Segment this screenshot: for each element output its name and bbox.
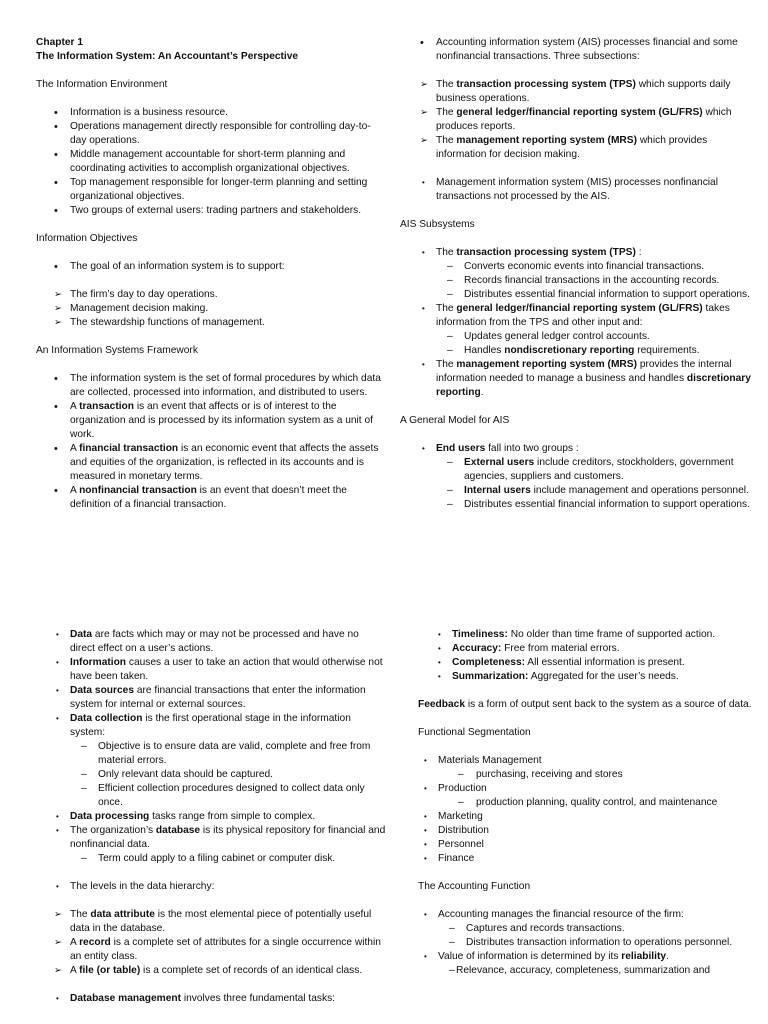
data-list (36, 628, 386, 866)
list-item: • Timeliness: No older than time frame of supported action. (404, 628, 754, 642)
list-item: • Finance (404, 852, 754, 866)
bottom-left-column (36, 628, 386, 1006)
list-item: ➢ The transaction processing system (TPS) which supports daily business operations. (402, 78, 752, 106)
list-item: • Production (404, 782, 754, 796)
list-item: – Distributes essential financial information to support operations. (402, 498, 752, 512)
list-item: • Middle management accountable for short-term planning and coordinating activities to accomplish organizational objectives. (36, 148, 386, 176)
list-item: • The levels in the data hierarchy: (36, 880, 386, 894)
list-item: – Internal users include management and operations personnel. (402, 484, 752, 498)
heading-information-environment: The Information Environment (36, 79, 168, 90)
list-item: – Updates general ledger control accounts. (402, 330, 752, 344)
heading-accounting-function: The Accounting Function (418, 881, 531, 892)
list-item: • The goal of an information system is to support: (36, 260, 386, 274)
list-item: • Two groups of external users: trading partners and stakeholders. (36, 204, 386, 218)
list-item: • Accuracy: Free from material errors. (404, 642, 754, 656)
top-left-column (36, 36, 386, 512)
list-item: • A nonfinancial transaction is an event that doesn’t meet the definition of a financial transaction. (36, 484, 386, 512)
list-item: – production planning, quality control, and maintenance (404, 796, 754, 810)
list-item: ➢ The stewardship functions of management. (36, 316, 386, 330)
heading-ais-subsystems: AIS Subsystems (400, 219, 475, 230)
list-item: – Converts economic events into financial transactions. (402, 260, 752, 274)
hierarchy-list (36, 908, 386, 978)
list-item: – purchasing, receiving and stores (404, 768, 754, 782)
qualities-list (404, 628, 754, 684)
list-item: – Relevance, accuracy, completeness, summarization and (404, 964, 754, 978)
list-item: • The management reporting system (MRS) provides the internal information needed to manage a business and handles discretionary reporting. (402, 358, 752, 400)
list-item: – Term could apply to a filing cabinet or computer disk. (36, 852, 386, 866)
list-item: ➢ The management reporting system (MRS) which provides information for decision making. (402, 134, 752, 162)
list-item: • Management information system (MIS) processes nonfinancial transactions not processed by the AIS. (402, 176, 752, 204)
list-item: – Objective is to ensure data are valid, complete and free from material errors. (36, 740, 386, 768)
heading-framework: An Information Systems Framework (36, 345, 198, 356)
list-item: • The transaction processing system (TPS) : (402, 246, 752, 260)
list-item: ➢ A record is a complete set of attributes for a single occurrence within an entity class. (36, 936, 386, 964)
list-item: • Data sources are financial transactions that enter the information system for internal or external sources. (36, 684, 386, 712)
list-item: • A financial transaction is an economic event that affects the assets and equities of the organization, is reflected in its accounts and is measured in monetary terms. (36, 442, 386, 484)
list-item: • A transaction is an event that affects or is of interest to the organization and is processed by its information system as a unit of work. (36, 400, 386, 442)
list-item: • Accounting information system (AIS) processes financial and some nonfinancial transactions. Three subsections: (402, 36, 752, 64)
list-item: • Marketing (404, 810, 754, 824)
environment-list (36, 106, 386, 218)
list-item: ➢ A file (or table) is a complete set of records of an identical class. (36, 964, 386, 978)
list-item: • Data processing tasks range from simple to complex. (36, 810, 386, 824)
objectives-list (36, 288, 386, 330)
list-item: – Efficient collection procedures designed to collect data only once. (36, 782, 386, 810)
end-users-list (402, 442, 752, 512)
top-right-column (402, 36, 752, 512)
bottom-right-column (404, 628, 754, 978)
list-item: • The organization’s database is its physical repository for financial and nonfinancial data. (36, 824, 386, 852)
list-item: – External users include creditors, stockholders, government agencies, suppliers and customers. (402, 456, 752, 484)
list-item: – Captures and records transactions. (404, 922, 754, 936)
list-item: • Information is a business resource. (36, 106, 386, 120)
list-item: – Records financial transactions in the accounting records. (402, 274, 752, 288)
list-item: • Summarization: Aggregated for the user’s needs. (404, 670, 754, 684)
list-item: ➢ The data attribute is the most elemental piece of potentially useful data in the database. (36, 908, 386, 936)
heading-information-objectives: Information Objectives (36, 233, 138, 244)
list-item: • Data are facts which may or may not be processed and have no direct effect on a user’s actions. (36, 628, 386, 656)
segmentation-list (404, 754, 754, 866)
chapter-title: The Information System: An Accountant’s Perspective (36, 51, 299, 62)
feedback-paragraph: Feedback is a form of output sent back to the system as a source of data. (418, 699, 752, 710)
list-item: • Materials Management (404, 754, 754, 768)
framework-list (36, 372, 386, 512)
list-item: • The general ledger/financial reporting system (GL/FRS) takes information from the TPS and other input and: (402, 302, 752, 330)
list-item: • Personnel (404, 838, 754, 852)
list-item: – Only relevant data should be captured. (36, 768, 386, 782)
heading-general-model: A General Model for AIS (400, 415, 510, 426)
list-item: • Value of information is determined by its reliability. (404, 950, 754, 964)
heading-functional-segmentation: Functional Segmentation (418, 727, 531, 738)
list-item: • Distribution (404, 824, 754, 838)
list-item: – Distributes transaction information to operations personnel. (404, 936, 754, 950)
list-item: – Distributes essential financial information to support operations. (402, 288, 752, 302)
ais-subsections-list (402, 78, 752, 162)
chapter-label: Chapter 1 (36, 37, 83, 48)
list-item: – Handles nondiscretionary reporting requirements. (402, 344, 752, 358)
accounting-list (404, 908, 754, 978)
list-item: • Completeness: All essential information is present. (404, 656, 754, 670)
list-item: ➢ The general ledger/financial reporting system (GL/FRS) which produces reports. (402, 106, 752, 134)
list-item: ➢ Management decision making. (36, 302, 386, 316)
list-item: • Accounting manages the financial resource of the firm: (404, 908, 754, 922)
list-item: • Top management responsible for longer-term planning and setting organizational objectives. (36, 176, 386, 204)
list-item: • Data collection is the first operational stage in the information system: (36, 712, 386, 740)
list-item: • The information system is the set of formal procedures by which data are collected, processed into information, and distributed to users. (36, 372, 386, 400)
list-item: • Information causes a user to take an action that would otherwise not have been taken. (36, 656, 386, 684)
list-item: • Database management involves three fundamental tasks: (36, 992, 386, 1006)
list-item: • Operations management directly responsible for controlling day-to-day operations. (36, 120, 386, 148)
list-item: • End users fall into two groups : (402, 442, 752, 456)
subsystems-list (402, 246, 752, 400)
list-item: ➢ The firm’s day to day operations. (36, 288, 386, 302)
